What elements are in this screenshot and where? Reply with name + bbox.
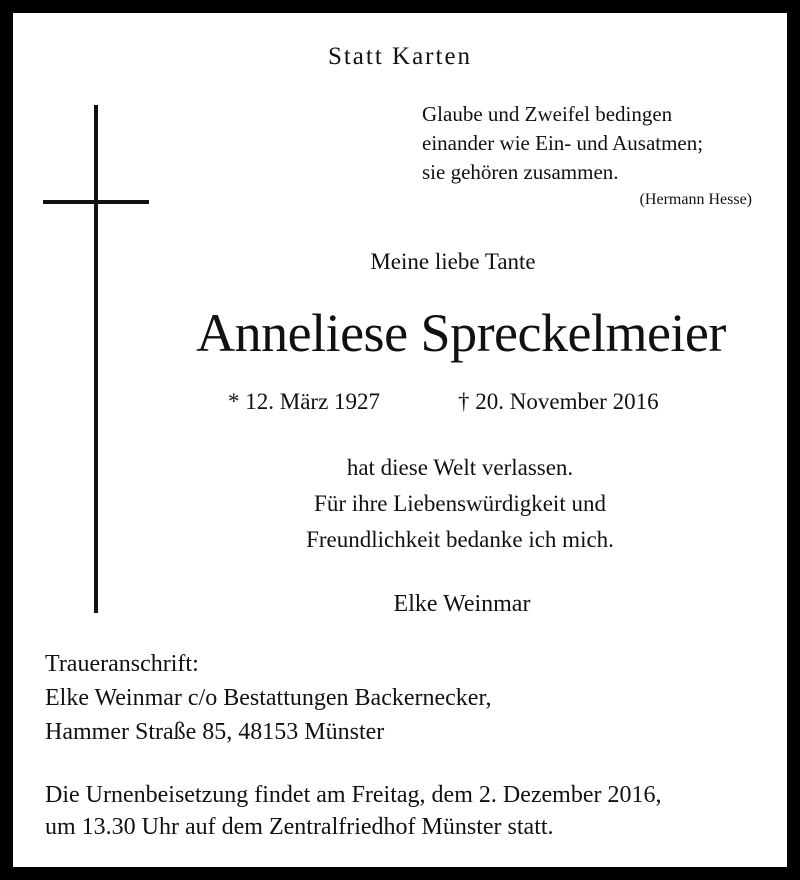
death-date: † 20. November 2016 bbox=[458, 389, 659, 414]
deceased-name: Anneliese Spreckelmeier bbox=[196, 303, 726, 363]
message-line: Für ihre Liebenswürdigkeit und bbox=[314, 491, 606, 516]
cross-icon bbox=[94, 105, 98, 613]
quote-line: einander wie Ein- und Ausatmen; bbox=[422, 131, 704, 155]
message-line: hat diese Welt verlassen. bbox=[346, 455, 574, 480]
address-line: Elke Weinmar c/o Bestattungen Backernecker, bbox=[45, 685, 492, 711]
intro-text: Meine liebe Tante bbox=[370, 249, 536, 274]
signature: Elke Weinmar bbox=[393, 591, 531, 617]
message-line: Freundlichkeit bedanke ich mich. bbox=[306, 527, 614, 552]
cross-icon-bar bbox=[43, 200, 149, 204]
header-text: Statt Karten bbox=[327, 43, 473, 70]
address-line: Hammer Straße 85, 48153 Münster bbox=[45, 719, 385, 745]
funeral-info-line: um 13.30 Uhr auf dem Zentralfriedhof Münster statt. bbox=[45, 814, 554, 840]
birth-date: * 12. März 1927 bbox=[228, 389, 381, 414]
address-label: Traueranschrift: bbox=[45, 651, 199, 677]
quote-author: (Hermann Hesse) bbox=[639, 191, 752, 208]
funeral-info-line: Die Urnenbeisetzung findet am Freitag, dem 2. Dezember 2016, bbox=[45, 782, 662, 808]
quote-line: Glaube und Zweifel bedingen bbox=[422, 102, 673, 126]
quote-line: sie gehören zusammen. bbox=[422, 160, 619, 184]
